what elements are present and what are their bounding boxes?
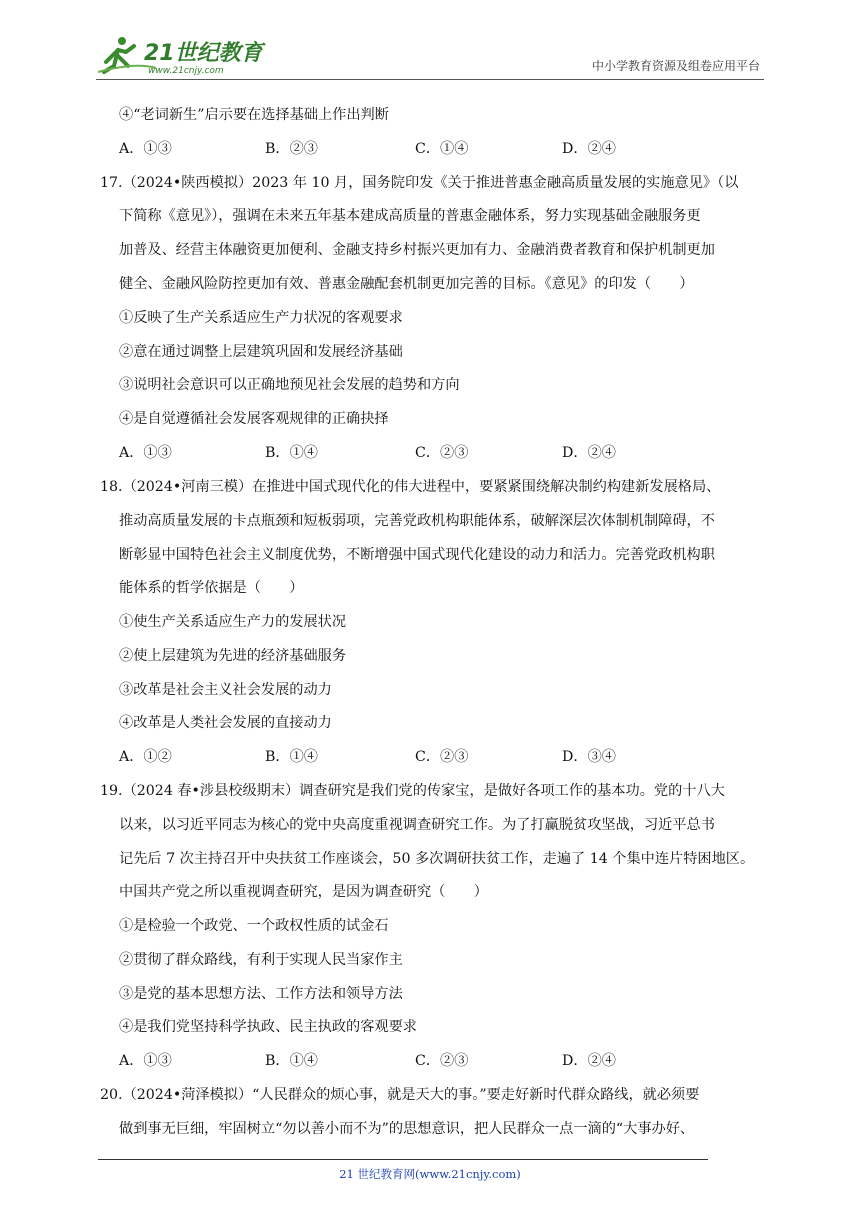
answer-option: D．②④ bbox=[562, 141, 616, 157]
text-line: ④是我们党坚持科学执政、民主执政的客观要求 bbox=[119, 1019, 417, 1035]
answer-option: C．②③ bbox=[415, 749, 469, 765]
answer-option: D．②④ bbox=[562, 445, 616, 461]
answer-option: C．②③ bbox=[415, 1053, 469, 1069]
header-divider bbox=[96, 79, 764, 80]
text-line: 18.（2024•河南三模）在推进中国式现代化的伟大进程中，要紧紧围绕解决制约构建新发展格局、 bbox=[100, 479, 721, 495]
svg-text:21世纪教育: 21世纪教育 bbox=[144, 41, 263, 66]
answer-option: D．③④ bbox=[562, 749, 616, 765]
site-logo bbox=[96, 32, 266, 76]
text-line: 断彰显中国特色社会主义制度优势，不断增强中国式现代化建设的动力和活力。完善党政机构职 bbox=[119, 547, 715, 563]
text-line: 中国共产党之所以重视调查研究，是因为调查研究（ ） bbox=[119, 884, 488, 900]
text-line: ②使上层建筑为先进的经济基础服务 bbox=[119, 648, 347, 664]
text-line: 记先后 7 次主持召开中央扶贫工作座谈会，50 多次调研扶贫工作，走遍了 14 个集中连片特困地区。 bbox=[119, 851, 755, 867]
text-line: ①反映了生产关系适应生产力状况的客观要求 bbox=[119, 310, 403, 326]
svg-text:www.21cnjy.com: www.21cnjy.com bbox=[148, 66, 224, 76]
text-line: 下简称《意见》），强调在未来五年基本建成高质量的普惠金融体系，努力实现基础金融服务更 bbox=[119, 208, 701, 224]
text-line: ④“老词新生”启示要在选择基础上作出判断 bbox=[119, 107, 389, 123]
text-line: 加普及、经营主体融资更加便利、金融支持乡村振兴更加有力、金融消费者教育和保护机制更加 bbox=[119, 242, 715, 258]
text-line: 健全、金融风险防控更加有效、普惠金融配套机制更加完善的目标。《意见》的印发（ ） bbox=[119, 276, 694, 292]
text-line: ③改革是社会主义社会发展的动力 bbox=[119, 682, 332, 698]
text-line: 做到事无巨细，牢固树立“勿以善小而不为”的思想意识，把人民群众一点一滴的“大事办好、 bbox=[119, 1121, 695, 1137]
text-line: 19.（2024 春•涉县校级期末）调查研究是我们党的传家宝，是做好各项工作的基本功。党的十八大 bbox=[100, 783, 725, 799]
text-line: ③是党的基本思想方法、工作方法和领导方法 bbox=[119, 986, 403, 1002]
answer-option: B．①④ bbox=[265, 445, 318, 461]
text-line: 20.（2024•菏泽模拟）“人民群众的烦心事，就是天大的事。”要走好新时代群众路线，就必须要 bbox=[100, 1087, 700, 1103]
text-line: 以来，以习近平同志为核心的党中央高度重视调查研究工作。为了打赢脱贫攻坚战，习近平总书 bbox=[119, 817, 715, 833]
text-line: ②贯彻了群众路线，有利于实现人民当家作主 bbox=[119, 952, 403, 968]
page-header bbox=[96, 28, 764, 80]
answer-option: C．②③ bbox=[415, 445, 469, 461]
text-line: ②意在通过调整上层建筑巩固和发展经济基础 bbox=[119, 344, 403, 360]
answer-option: D．②④ bbox=[562, 1053, 616, 1069]
text-line: ④是自觉遵循社会发展客观规律的正确抉择 bbox=[119, 411, 389, 427]
text-line: ④改革是人类社会发展的直接动力 bbox=[119, 715, 332, 731]
answer-option: A．①③ bbox=[119, 445, 172, 461]
text-line: 能体系的哲学依据是（ ） bbox=[119, 580, 304, 596]
text-line: 推动高质量发展的卡点瓶颈和短板弱项，完善党政机构职能体系，破解深层次体制机制障碍，不 bbox=[119, 513, 715, 529]
answer-option: A．①② bbox=[119, 749, 172, 765]
answer-option: B．①④ bbox=[265, 1053, 318, 1069]
answer-option: A．①③ bbox=[119, 1053, 172, 1069]
platform-name: 中小学教育资源及组卷应用平台 bbox=[591, 59, 760, 73]
text-line: ①是检验一个政党、一个政权性质的试金石 bbox=[119, 918, 389, 934]
text-line: ①使生产关系适应生产力的发展状况 bbox=[119, 614, 347, 630]
answer-option: A．①③ bbox=[119, 141, 172, 157]
answer-option: C．①④ bbox=[415, 141, 469, 157]
answer-option: B．①④ bbox=[265, 749, 318, 765]
answer-option: B．②③ bbox=[265, 141, 318, 157]
text-line: ③说明社会意识可以正确地预见社会发展的趋势和方向 bbox=[119, 377, 460, 393]
footer-divider bbox=[98, 1159, 708, 1160]
text-line: 17.（2024•陕西模拟）2023 年 10 月，国务院印发《关于推进普惠金融高质量发展的实施意见》（以 bbox=[100, 175, 739, 191]
footer-text: 21 世纪教育网(www.21cnjy.com) bbox=[339, 1167, 521, 1181]
